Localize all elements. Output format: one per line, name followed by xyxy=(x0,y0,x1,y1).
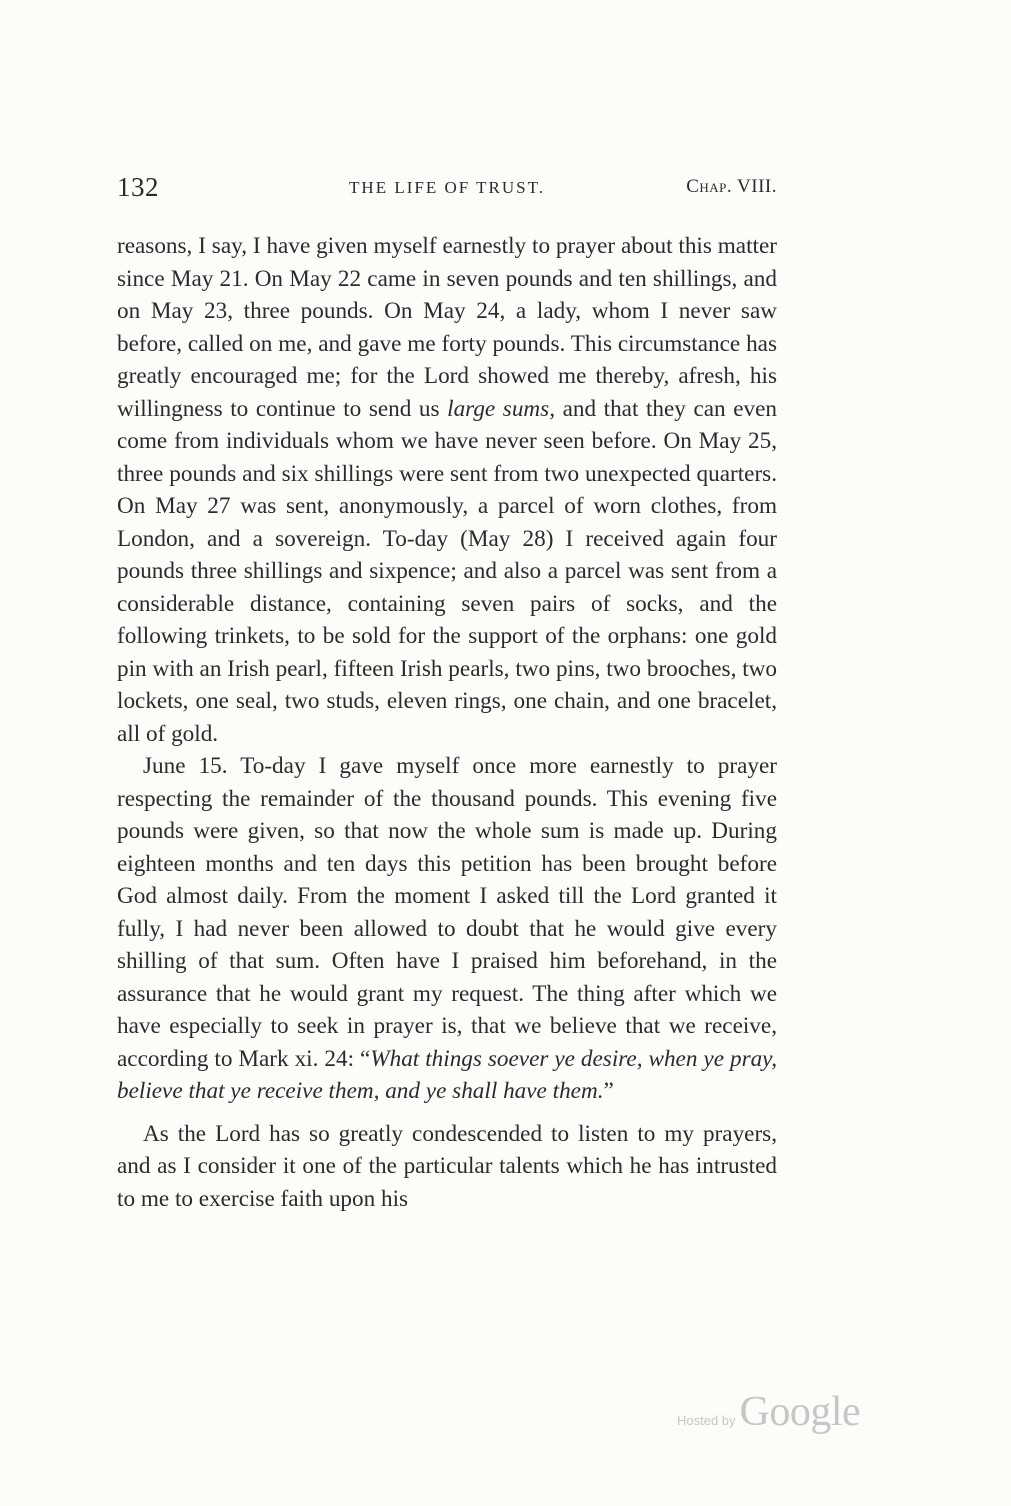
watermark-google-logo: Google xyxy=(739,1389,861,1435)
paragraph-1-text-a: reasons, I say, I have given myself earnestly to prayer about this matter since May 21. On May 22 came in seven pounds and ten shillings, and on May 23, three pounds. On May 24, a lady, whom I never saw before, called on me, and gave me forty pounds. This circumstance has greatly encouraged me; for the Lord showed me thereby, afresh, his willingness to continue to send us xyxy=(117,233,777,422)
chapter-label: Chap. VIII. xyxy=(686,176,777,197)
paragraph-1-text-b: and that they can even come from individuals whom we have never seen before. On May 25, three pounds and six shillings were sent from two unexpected quarters. On May 27 was sent, anonymously, a parcel of worn clothes, from London, and a sovereign. To-day (May 28) I received again four pounds three shillings and sixpence; and also a parcel was sent from a considerable distance, containing seven pairs of socks, and the following trinkets, to be sold for the support of the orphans: one gold pin with an Irish pearl, fifteen Irish pearls, two pins, two brooches, two lockets, one seal, two studs, eleven rings, one chain, and one bracelet, all of gold. xyxy=(117,395,778,747)
paragraph-1 xyxy=(117,230,777,750)
paragraph-3-text: As the Lord has so greatly condescended to listen to my prayers, and as I consider it one of the particular talents which he has intrusted to me to exercise faith upon his xyxy=(117,1120,777,1212)
paragraph-3 xyxy=(117,1118,777,1216)
paragraph-1-italic: large sums, xyxy=(447,395,555,422)
paragraph-2 xyxy=(117,750,777,1108)
running-title: THE LIFE OF TRUST. xyxy=(349,178,545,197)
paragraph-2-italic-quote: What things soever ye desire, when ye pray, believe that ye receive them, and ye shall have them. xyxy=(117,1045,777,1104)
paragraph-2-text-a: June 15. To-day I gave myself once more earnestly to prayer respecting the remainder of the thousand pounds. This evening five pounds were given, so that now the whole sum is made up. During eighteen months and ten days this petition has been brought before God almost daily. From the moment I asked till the Lord granted it fully, I had never been allowed to doubt that he would give every shilling of that sum. Often have I praised him beforehand, in the assurance that he would grant my request. The thing after which we have especially to seek in prayer is, that we believe that we receive, according to Mark xi. 24: “ xyxy=(117,753,777,1072)
watermark-hosted-by: Hosted by xyxy=(677,1413,736,1428)
hosted-by-google-watermark xyxy=(677,1388,860,1438)
page-header xyxy=(117,172,777,208)
paragraph-2-close-quote: ” xyxy=(603,1078,614,1104)
body-text xyxy=(117,230,777,1215)
page-number: 132 xyxy=(117,172,159,202)
